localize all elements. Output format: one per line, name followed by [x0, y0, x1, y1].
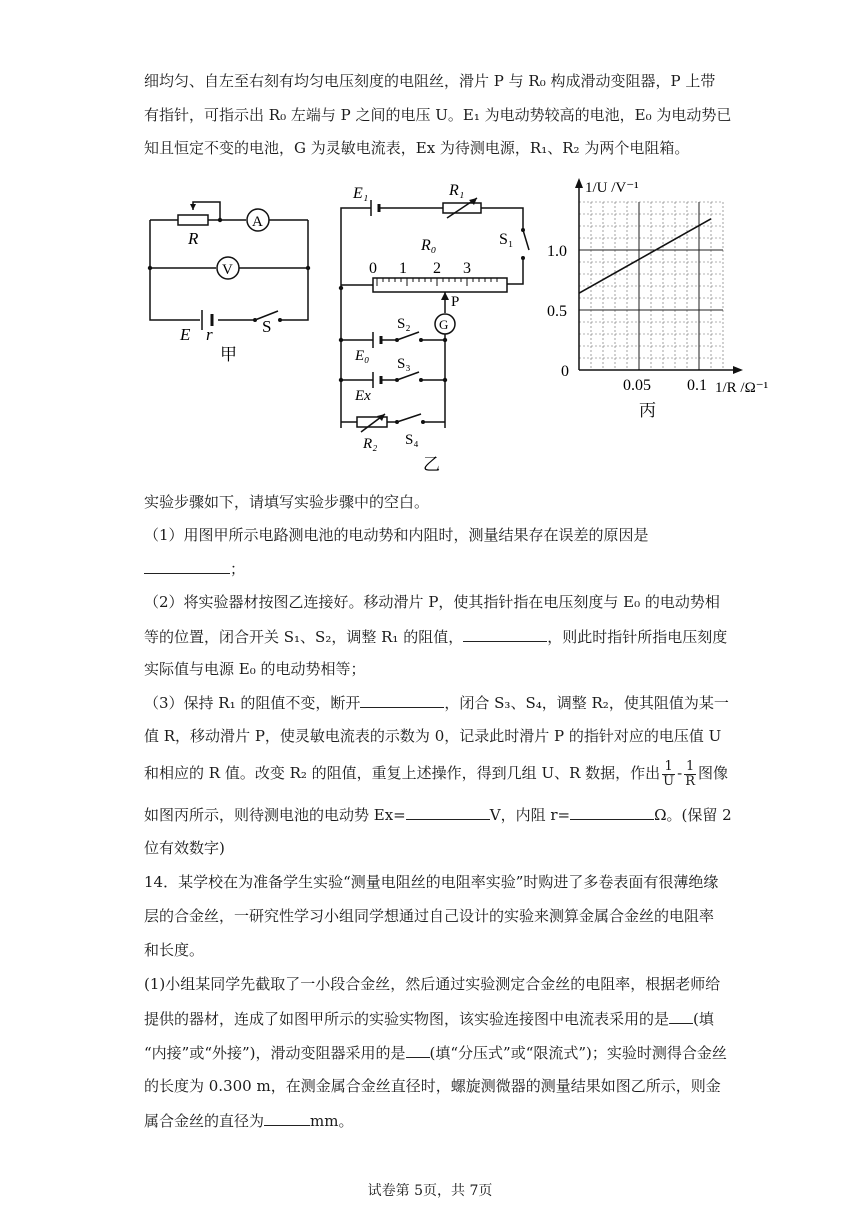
- y-axis-label: 1/U /V⁻¹: [585, 180, 639, 196]
- origin-label: 0: [561, 363, 569, 380]
- y-tick-label: 0.5: [547, 303, 567, 320]
- text: 如图丙所示，则待测电池的电动势 Ex=: [144, 806, 406, 824]
- text: 实际值与电源 E₀ 的电动势相等；: [144, 660, 366, 678]
- text-line: [144, 804, 732, 825]
- x-tick-label: 0.1: [687, 377, 707, 394]
- text: (1)小组某同学先截取了一小段合金丝，然后通过实验测定合金丝的电阻率，根据老师给: [144, 975, 721, 993]
- answer-blank[interactable]: [264, 1110, 310, 1126]
- text-line: [144, 974, 720, 994]
- text-line: [144, 872, 718, 892]
- text: （3）保持 R₁ 的阻值不变，断开: [144, 694, 361, 712]
- x-axis-label: 1/R /Ω⁻¹: [715, 380, 769, 396]
- text: 14．某学校在为准备学生实验“测量电阻丝的电阻率实验”时购进了多卷表面有很薄绝缘: [144, 873, 719, 891]
- text: 的长度为 0.300 m，在测金属合金丝直径时，螺旋测微器的测量结果如图乙所示，则金: [144, 1077, 721, 1095]
- text: 和相应的 R 值。改变 R₂ 的阻值，重复上述操作，得到几组 U、R 数据，作出: [144, 764, 661, 782]
- text: 知且恒定不变的电池，G 为灵敏电流表，Ex 为待测电源，R₁、R₂ 为两个电阻箱。: [144, 139, 690, 157]
- text: 位有效数字): [144, 839, 225, 857]
- text-line: [144, 1042, 727, 1063]
- label-Ex: Ex: [355, 388, 371, 404]
- text-line: [144, 105, 731, 125]
- galvanometer-label: G: [439, 317, 449, 332]
- label-E: E: [180, 325, 191, 344]
- answer-blank[interactable]: [463, 626, 547, 642]
- label-R1: R₁: [449, 182, 465, 199]
- text: V，内阻 r=: [489, 806, 571, 824]
- text-line: [144, 1110, 353, 1131]
- text: (填“分压式”或“限流式”)；实验时测得合金丝: [429, 1044, 727, 1062]
- text: 属合金丝的直径为: [144, 1112, 265, 1130]
- text: 和长度。: [144, 941, 205, 959]
- text: 实验步骤如下，请填写实验步骤中的空白。: [144, 493, 430, 511]
- label-R2: R₂: [363, 436, 378, 452]
- text: ，则此时指针所指电压刻度: [547, 628, 728, 646]
- text: 图像: [698, 764, 729, 782]
- page-footer: 试卷第 5页，共 7页: [367, 1183, 493, 1199]
- text-line: [144, 626, 727, 647]
- text-line: [144, 1008, 714, 1029]
- text-line: [144, 692, 729, 713]
- text: 细均匀、自左至右刻有均匀电压刻度的电阻丝，滑片 P 与 R₀ 构成滑动变阻器，P 上带: [144, 72, 716, 90]
- text: Ω。(保留 2: [654, 806, 732, 824]
- label-R0: R₀: [421, 237, 437, 254]
- text-line: [144, 756, 728, 790]
- text-line: [144, 592, 720, 612]
- text: 有指针，可指示出 R₀ 左端与 P 之间的电压 U。E₁ 为电动势较高的电池，E₀ 为电动势已: [144, 106, 732, 124]
- fraction-1-over-U: $\frac{1}{U}$: [663, 758, 675, 789]
- text-line: [144, 940, 204, 960]
- figure-yi: [335, 178, 545, 476]
- tick-3: 3: [463, 260, 471, 277]
- figure-jia: [140, 190, 330, 370]
- text: 层的合金丝，一研究性学习小组同学想通过自己设计的实验来测算金属合金丝的电阻率: [144, 907, 715, 925]
- text-line: [144, 71, 715, 91]
- answer-blank[interactable]: [669, 1008, 693, 1024]
- text: 等的位置，闭合开关 S₁、S₂，调整 R₁ 的阻值，: [144, 628, 464, 646]
- figure-bing-chart: [545, 170, 775, 425]
- answer-blank[interactable]: [360, 692, 444, 708]
- x-tick-label: 0.05: [623, 377, 651, 394]
- ammeter-label: A: [252, 214, 263, 230]
- label-S4: S₄: [405, 432, 419, 448]
- caption-bing: 丙: [639, 401, 656, 420]
- text: (填: [693, 1010, 714, 1028]
- caption-yi: 乙: [423, 455, 440, 474]
- label-r: r: [206, 325, 213, 344]
- label-S3: S₃: [397, 356, 411, 372]
- text: 值 R，移动滑片 P，使灵敏电流表的示数为 0，记录此时滑片 P 的指针对应的电压值 U: [144, 727, 722, 745]
- caption-jia: 甲: [220, 345, 237, 364]
- text-line: [144, 838, 225, 858]
- label-E1: E₁: [353, 185, 369, 202]
- text-line: [144, 659, 366, 679]
- voltmeter-label: V: [222, 262, 233, 278]
- label-S2: S₂: [397, 316, 411, 332]
- text: ；: [230, 560, 246, 578]
- dash: -: [677, 764, 683, 782]
- label-E0: E₀: [355, 348, 370, 364]
- text: “内接”或“外接”)，滑动变阻器采用的是: [144, 1044, 406, 1062]
- text-line: [144, 726, 721, 746]
- text-line: [144, 558, 245, 579]
- answer-blank[interactable]: [570, 804, 654, 820]
- tick-0: 0: [369, 260, 377, 277]
- label-S1: S₁: [499, 231, 514, 248]
- label-P: P: [451, 294, 460, 310]
- answer-blank[interactable]: [144, 558, 230, 574]
- tick-2: 2: [433, 260, 441, 277]
- label-S: S: [262, 317, 272, 336]
- tick-1: 1: [399, 260, 407, 277]
- text-line: [144, 1076, 721, 1096]
- text: mm。: [310, 1112, 354, 1130]
- label-R: R: [188, 229, 199, 248]
- answer-blank[interactable]: [406, 804, 490, 820]
- y-tick-label: 1.0: [547, 243, 567, 260]
- fraction-1-over-R: $\frac{1}{R}$: [685, 758, 695, 789]
- series-line: [579, 219, 711, 293]
- answer-blank[interactable]: [406, 1042, 430, 1058]
- text-line: [144, 525, 649, 545]
- text-line: [144, 906, 714, 926]
- text-line: [144, 492, 429, 512]
- text-line: [144, 138, 689, 158]
- text: （1）用图甲所示电路测电池的电动势和内阻时，测量结果存在误差的原因是: [144, 526, 649, 544]
- text: ，闭合 S₃、S₄，调整 R₂，使其阻值为某一: [444, 694, 729, 712]
- text: 提供的器材，连成了如图甲所示的实验实物图，该实验连接图中电流表采用的是: [144, 1010, 670, 1028]
- text: （2）将实验器材按图乙连接好。移动滑片 P，使其指针指在电压刻度与 E₀ 的电动势相: [144, 593, 720, 611]
